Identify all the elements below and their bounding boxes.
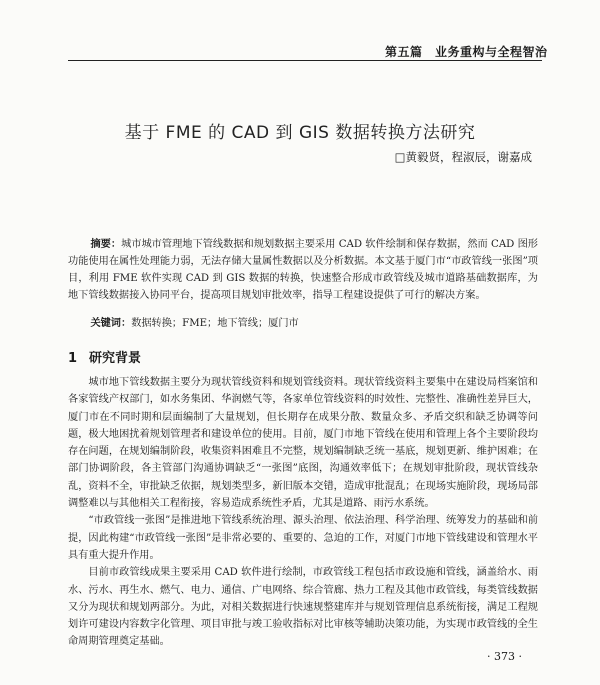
header-rule [68, 60, 542, 61]
page-number: · 373 · [487, 650, 522, 663]
section-number: 1 [68, 351, 78, 366]
body-text [68, 374, 538, 651]
running-header: 第五篇 业务重构与全程智治 [385, 45, 548, 59]
keywords-text: 数据转换；FME；地下管线；厦门市 [131, 318, 299, 329]
author-line: □黄毅贤，程淑辰，谢嘉成 [394, 150, 532, 164]
abstract-label: 摘要： [90, 238, 122, 250]
keywords [68, 315, 538, 332]
abstract [68, 236, 538, 304]
paragraph-2: “市政管线一张图”是推进地下管线系统治理、源头治理、依法治理、科学治理、统筹发力的基础和前提，因此构建“市政管线一张图”是非常必要的、重要的、急迫的工作，对厦门市地下管线建设和管理水平具有重大提升作用。 [68, 515, 538, 561]
abstract-text: 城市城市管理地下管线数据和规划数据主要采用 CAD 软件绘制和保存数据，然而 CAD 图形功能使用在属性处理能力弱，无法存储大量属性数据以及分析数据。本文基于厦门市“市政管线一张图”项目，利用 FME 软件实现 CAD 到 GIS 数据的转换，快速整合形成市政管线及城市道路基础数据库，为地下管线数据接入协同平台，提高项目规划审批效率，指导工程建设提供了可行的解决方案。 [68, 239, 538, 301]
section-title: 研究背景 [89, 351, 142, 366]
paragraph-3: 目前市政管线成果主要采用 CAD 软件进行绘制，市政管线工程包括市政设施和管线，涵盖给水、雨水、污水、再生水、燃气、电力、通信、广电网络、综合管廊、热力工程及其他市政管线，每类管线数据又分为现状和规划两部分。为此，对相关数据进行快速规整建库并与规划管理信息系统衔接，满足工程规划许可建设内容数字化管理、项目审批与竣工验收指标对比审核等辅助决策功能，为实现市政管线的全生命周期管理奠定基础。 [68, 567, 538, 648]
paragraph-1: 城市地下管线数据主要分为现状管线资料和规划管线资料。现状管线资料主要集中在建设局档案馆和各家管线产权部门，如水务集团、华润燃气等，各家单位管线资料的时效性、完整性、准确性差异巨大，厦门市在不同时期和层面编制了大量规划，但长期存在成果分散、数量众多、矛盾交织和缺乏协调等问题，极大地困扰着规划管理者和建设单位的使用。目前，厦门市地下管线在使用和管理上各个主要阶段均存在问题，在规划编制阶段，收集资料困难且不完整，规划编制缺乏统一基底，规划更新、维护困难；在部门协调阶段，各主管部门沟通协调缺乏“一张图”底图，沟通效率低下；在规划审批阶段，现状管线杂乱，资料不全，审批缺乏依据，规划类型多，新旧版本交错，造成审批混乱；在现场实施阶段，现场局部调整难以与其他相关工程衔接，容易造成系统性矛盾，尤其是道路、雨污水系统。 [68, 377, 538, 510]
section-heading [68, 347, 141, 366]
paper-title: 基于 FME 的 CAD 到 GIS 数据转换方法研究 [124, 123, 476, 143]
keywords-label: 关键词： [90, 317, 132, 329]
